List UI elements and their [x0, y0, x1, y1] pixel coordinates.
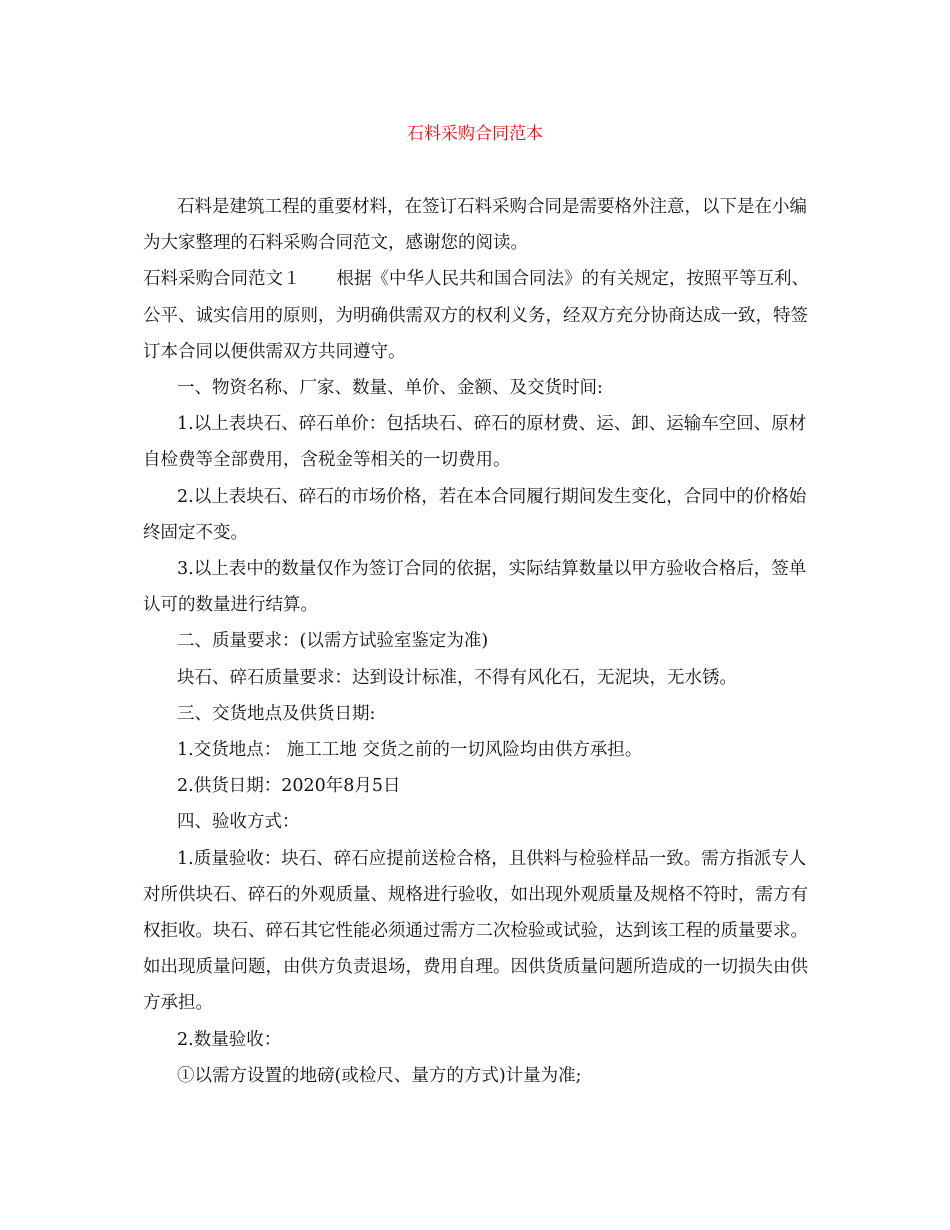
sample-opening: 根据《中华人民共和国合同法》的有关规定，按照平等互利、公平、诚实信用的原则，为明确供需双方的权利义务，经双方充分协商达成一致，特签订本合同以便供需双方共同遵守。	[143, 269, 809, 362]
sample-label: 石料采购合同范文１	[143, 269, 301, 290]
section-2-text: 块石、碎石质量要求：达到设计标准，不得有风化石，无泥块，无水锈。	[177, 667, 737, 688]
section-4-item-2-sub-1: ①以需方设置的地磅(或检尺、量方的方式)计量为准;	[177, 1065, 582, 1086]
section-3-item-2: 2.供货日期：2020年8月5日	[177, 776, 401, 797]
section-1-item-2: 2.以上表块石、碎石的市场价格，若在本合同履行期间发生变化，合同中的价格始终固定不变。	[143, 486, 807, 543]
section-1-item-3: 3.以上表中的数量仅作为签订合同的依据，实际结算数量以甲方验收合格后，签单认可的数量进行结算。	[143, 559, 807, 616]
section-2-heading: 二、质量要求：(以需方试验室鉴定为准)	[177, 631, 489, 652]
document-title: 石料采购合同范本	[407, 124, 543, 144]
section-4-heading: 四、验收方式：	[177, 812, 300, 833]
section-4-item-2: 2.数量验收：	[177, 1029, 282, 1050]
section-3-item-1: 1.交货地点： 施工工地 交货之前的一切风险均由供方承担。	[177, 740, 643, 761]
section-4-item-1: 1.质量验收：块石、碎石应提前送检合格，且供料与检验样品一致。需方指派专人对所供块石、碎石的外观质量、规格进行验收，如出现外观质量及规格不符时，需方有权拒收。块石、碎石其它性能必须通过需方二次检验或试验，达到该工程的质量要求。如出现质量问题，由供方负责退场，费用自理。因供货质量问题所造成的一切损失由供方承担。	[143, 848, 808, 1014]
sample-paragraph	[143, 261, 815, 370]
intro-paragraph: 石料是建筑工程的重要材料，在签订石料采购合同是需要格外注意，以下是在小编为大家整理的石料采购合同范文，感谢您的阅读。	[143, 197, 807, 254]
section-1-item-1: 1.以上表块石、碎石单价：包括块石、碎石的原材费、运、卸、运输车空回、原材自检费等全部费用，含税金等相关的一切费用。	[143, 414, 807, 471]
document-body	[143, 189, 815, 1094]
section-1-heading: 一、物资名称、厂家、数量、单价、金额、及交货时间:	[177, 378, 603, 399]
section-3-heading: 三、交货地点及供货日期:	[177, 703, 376, 724]
